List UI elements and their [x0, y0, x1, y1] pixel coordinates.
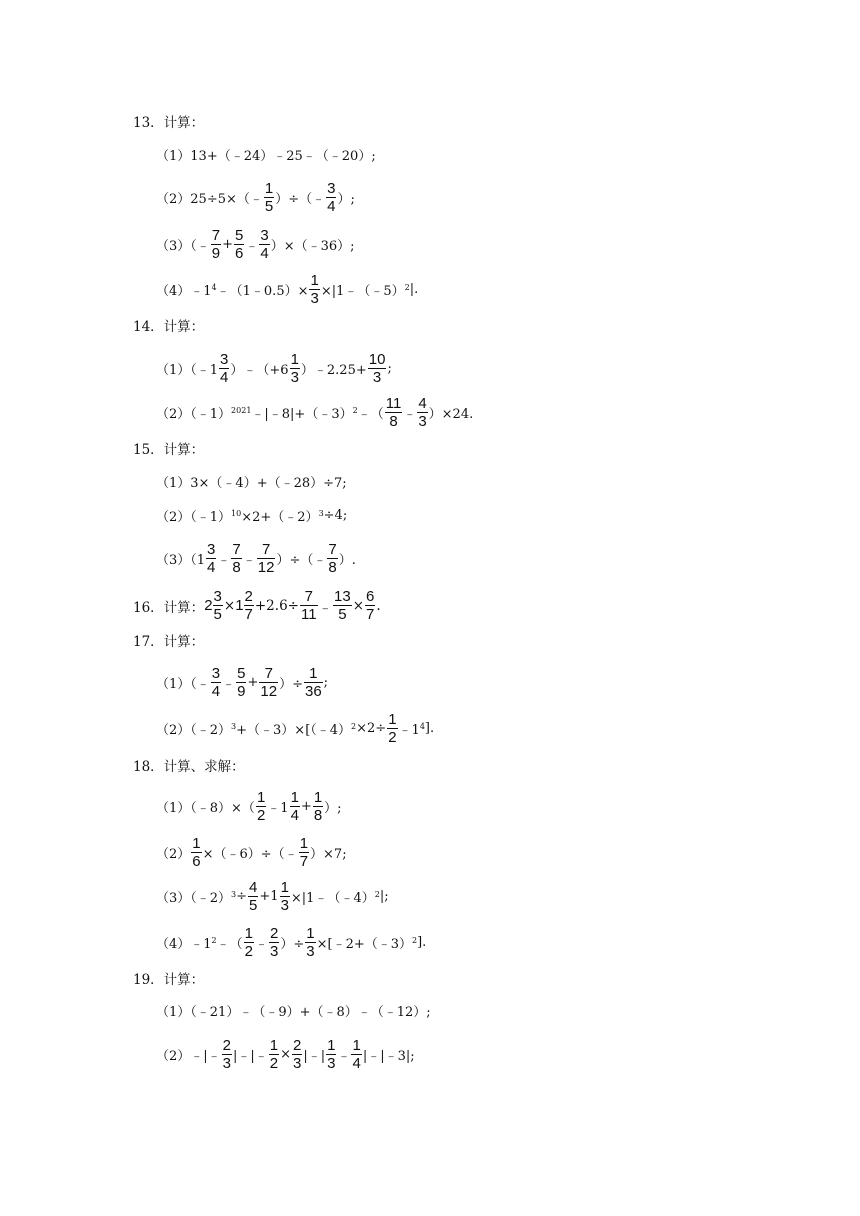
q17-heading: 17．计算： [133, 634, 205, 650]
fraction: $\frac{1}{3}$ [290, 351, 299, 386]
fraction: $\frac{2}{3}$ [222, 1037, 231, 1072]
q13-part-4: $(4)﹣1^4﹣(1﹣0.5)\times$ $\frac{1}{3}$ ×|1﹣（﹣5）$^2$|. [156, 272, 419, 307]
q18-part-2: （2） $\frac{1}{6}$ ×（﹣6）÷（﹣ $\frac{1}{7}$ ）×7; [156, 835, 347, 870]
fraction: $\frac{3}{4}$ [211, 665, 221, 700]
fraction: $\frac{1}{4}$ [290, 789, 299, 824]
q17-part-2: （2）（﹣2）$^3$+（﹣3）×[（﹣4）$^2$×2÷ $\frac{1}{2}$ $﹣1^4$]. [156, 711, 435, 746]
fraction: $\frac{1}{2}$ [244, 925, 253, 960]
q17-part-1: （1）（﹣ $\frac{3}{4}$ ﹣ $\frac{5}{9}$ + $\frac{7}{12}$ ）÷ $\frac{1}{36}$ ; [156, 665, 329, 700]
fraction: $\frac{3}{4}$ [327, 180, 336, 215]
fraction: $\frac{1}{2}$ [388, 711, 397, 746]
fraction: $\frac{1}{3}$ [327, 1037, 336, 1072]
q18-part-3: （3）（﹣2）$^3$÷ $\frac{4}{5}$ +1 $\frac{1}{3}$ ×|1﹣（﹣4）$^2$|; [156, 879, 389, 914]
fraction: $\frac{1}{3}$ [306, 925, 315, 960]
q18-heading: 18．计算、求解： [133, 759, 245, 775]
q19-part-1: （1）（﹣21）﹣（﹣9）+（﹣8）﹣（﹣12）; [156, 1005, 431, 1020]
q13-part-3: （3）（﹣ $\frac{7}{9}$ + $\frac{5}{6}$ ﹣ $\frac{3}{4}$ ）×（﹣36）; [156, 227, 355, 262]
q15-part-2: （2）（﹣1）$^{10}$×2+（﹣2）$^3$÷4; [156, 508, 348, 525]
q15-part-3: （3）（1 $\frac{3}{4}$ ﹣ $\frac{7}{8}$ ﹣ $\frac{7}{12}$ ）÷（﹣ $\frac{7}{8}$ ）. [156, 541, 356, 576]
q15-part-1: （1）3×（﹣4）+（﹣28）÷7; [156, 476, 347, 491]
fraction: $\frac{2}{3}$ [293, 1037, 302, 1072]
fraction: $\frac{1}{5}$ [264, 180, 274, 215]
fraction: $\frac{1}{8}$ [313, 789, 323, 824]
q18-part-4: $(4)﹣1^2﹣$（ $\frac{1}{2}$ ﹣ $\frac{2}{3}$ ）÷ $\frac{1}{3}$ ×[﹣2+（﹣3）$^2$]. [156, 925, 427, 960]
q15-heading: 15．计算： [133, 442, 205, 458]
fraction: $\frac{7}{8}$ [328, 541, 337, 576]
fraction: $\frac{2}{3}$ [270, 925, 279, 960]
q13-part-2: （2）25÷5×（﹣ $\frac{1}{5}$ ）÷（﹣ $\frac{3}{4}$ ）; [156, 180, 355, 215]
fraction: $\frac{4}{3}$ [418, 395, 427, 430]
fraction: $\frac{1}{2}$ [256, 789, 266, 824]
fraction: $\frac{3}{4}$ [207, 541, 216, 576]
q16-line: 16．计算：2 $\frac{3}{5}$ ×1 $\frac{2}{7}$ +2.6÷ $\frac{7}{11}$ ﹣ $\frac{13}{5}$ × $\frac{6}{7}$ . [133, 588, 381, 623]
fraction: $\frac{10}{3}$ [368, 351, 386, 386]
fraction: $\frac{1}{6}$ [192, 835, 201, 870]
fraction: $\frac{7}{11}$ [300, 588, 317, 623]
fraction: $\frac{3}{5}$ [213, 588, 222, 623]
fraction: $\frac{1}{3}$ [310, 272, 319, 307]
fraction: $\frac{1}{7}$ [299, 835, 309, 870]
fraction: $\frac{7}{9}$ [211, 227, 221, 262]
fraction: $\frac{1}{3}$ [280, 879, 289, 914]
q14-part-2: （2）（﹣1）$^{2021}$﹣|﹣8|+（﹣3）$^2$﹣（ $\frac{11}{8}$ ﹣ $\frac{4}{3}$ ）×24. [156, 395, 474, 430]
fraction: $\frac{3}{4}$ [220, 351, 229, 386]
fraction: $\frac{1}{4}$ [352, 1037, 361, 1072]
fraction: $\frac{2}{7}$ [244, 588, 253, 623]
q13-part-1: （1）13+（﹣24）﹣25﹣（﹣20）; [156, 149, 376, 164]
fraction: $\frac{7}{12}$ [260, 665, 278, 700]
fraction: $\frac{7}{12}$ [257, 541, 275, 576]
q13-heading: 13．计算： [133, 115, 205, 131]
fraction: $\frac{13}{5}$ [334, 588, 351, 623]
fraction: $\frac{11}{8}$ [385, 395, 402, 430]
fraction: $\frac{1}{36}$ [304, 665, 322, 700]
q14-part-1: （1）（﹣1 $\frac{3}{4}$ ）﹣（+6 $\frac{1}{3}$ ）﹣2.25+ $\frac{10}{3}$ ; [156, 351, 392, 386]
fraction: $\frac{3}{4}$ [260, 227, 269, 262]
q14-heading: 14．计算： [133, 319, 205, 335]
fraction: $\frac{6}{7}$ [366, 588, 375, 623]
fraction: $\frac{7}{8}$ [232, 541, 241, 576]
fraction: $\frac{4}{5}$ [249, 879, 258, 914]
fraction: $\frac{5}{6}$ [235, 227, 244, 262]
q19-part-2: （2）﹣|﹣ $\frac{2}{3}$ |﹣|﹣ $\frac{1}{2}$ × $\frac{2}{3}$ |﹣| $\frac{1}{3}$ ﹣ $\frac{1}{4}$ |﹣|﹣3|; [156, 1037, 415, 1072]
fraction: $\frac{1}{2}$ [269, 1037, 279, 1072]
fraction: $\frac{5}{9}$ [237, 665, 246, 700]
q18-part-1: （1）（﹣8）×（ $\frac{1}{2}$ ﹣1 $\frac{1}{4}$ + $\frac{1}{8}$ ）; [156, 789, 342, 824]
q19-heading: 19．计算： [133, 972, 205, 988]
